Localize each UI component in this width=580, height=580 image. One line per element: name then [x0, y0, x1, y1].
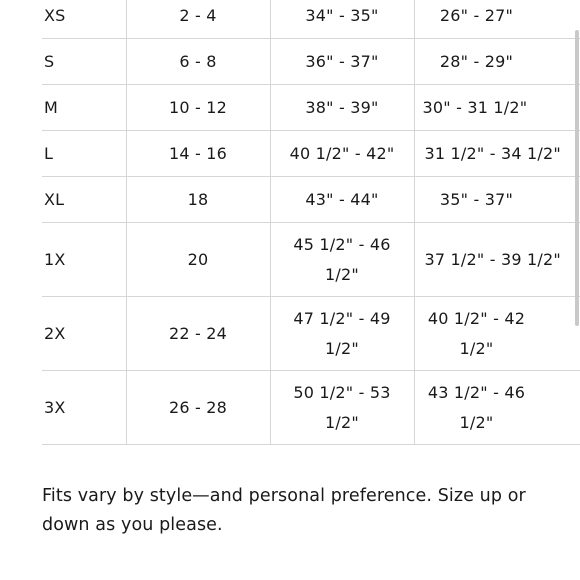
- waist-value: 35" - 37": [439, 189, 514, 209]
- size-cell: XL: [42, 177, 126, 223]
- size-cell: S: [42, 39, 126, 85]
- bust-cell: 43" - 44": [270, 177, 414, 223]
- size-cell: XS: [42, 0, 126, 39]
- bust-value: 50 1/2" - 53 1/2": [293, 382, 391, 432]
- numeric-size-cell: 2 - 4: [126, 0, 270, 39]
- waist-value: 28" - 29": [439, 51, 514, 71]
- waist-value: 37 1/2" - 39 1/2": [424, 249, 561, 269]
- numeric-size-cell: 18: [126, 177, 270, 223]
- waist-cell: [414, 131, 580, 177]
- scrollbar-track[interactable]: [574, 0, 580, 580]
- fit-note: Fits vary by style—and personal preference. Size up or down as you please.: [42, 486, 526, 535]
- table-row: [42, 371, 580, 445]
- numeric-size-cell: 26 - 28: [126, 371, 270, 445]
- bust-cell: 34" - 35": [270, 0, 414, 39]
- table-row: [42, 39, 580, 85]
- table-row: [42, 85, 580, 131]
- waist-cell: [414, 371, 580, 445]
- size-cell: M: [42, 85, 126, 131]
- scrollbar-thumb[interactable]: [575, 30, 579, 326]
- waist-cell: [414, 297, 580, 371]
- table-row: [42, 131, 580, 177]
- bust-value: 45 1/2" - 46 1/2": [293, 234, 391, 284]
- waist-cell: [414, 223, 580, 297]
- bust-cell: [270, 223, 414, 297]
- bust-cell: 36" - 37": [270, 39, 414, 85]
- waist-cell: [414, 85, 580, 131]
- bust-cell: 40 1/2" - 42": [270, 131, 414, 177]
- numeric-size-cell: 10 - 12: [126, 85, 270, 131]
- bust-cell: 38" - 39": [270, 85, 414, 131]
- waist-value: 31 1/2" - 34 1/2": [424, 143, 561, 163]
- size-cell: L: [42, 131, 126, 177]
- numeric-size-cell: 14 - 16: [126, 131, 270, 177]
- waist-cell: [414, 177, 580, 223]
- table-row: [42, 0, 580, 39]
- bust-cell: [270, 297, 414, 371]
- table-row: [42, 177, 580, 223]
- bust-cell: [270, 371, 414, 445]
- waist-value: 30" - 31 1/2": [422, 97, 528, 117]
- waist-value: 26" - 27": [439, 5, 514, 25]
- bust-value: 47 1/2" - 49 1/2": [293, 308, 391, 358]
- waist-value: 43 1/2" - 46 1/2": [427, 382, 526, 432]
- table-row: [42, 223, 580, 297]
- waist-value: 40 1/2" - 42 1/2": [427, 308, 526, 358]
- numeric-size-cell: 6 - 8: [126, 39, 270, 85]
- size-cell: 1X: [42, 223, 126, 297]
- table-row: [42, 297, 580, 371]
- size-cell: 2X: [42, 297, 126, 371]
- waist-cell: [414, 39, 580, 85]
- size-cell: 3X: [42, 371, 126, 445]
- numeric-size-cell: 20: [126, 223, 270, 297]
- waist-cell: [414, 0, 580, 39]
- numeric-size-cell: 22 - 24: [126, 297, 270, 371]
- size-chart-table: [42, 0, 580, 445]
